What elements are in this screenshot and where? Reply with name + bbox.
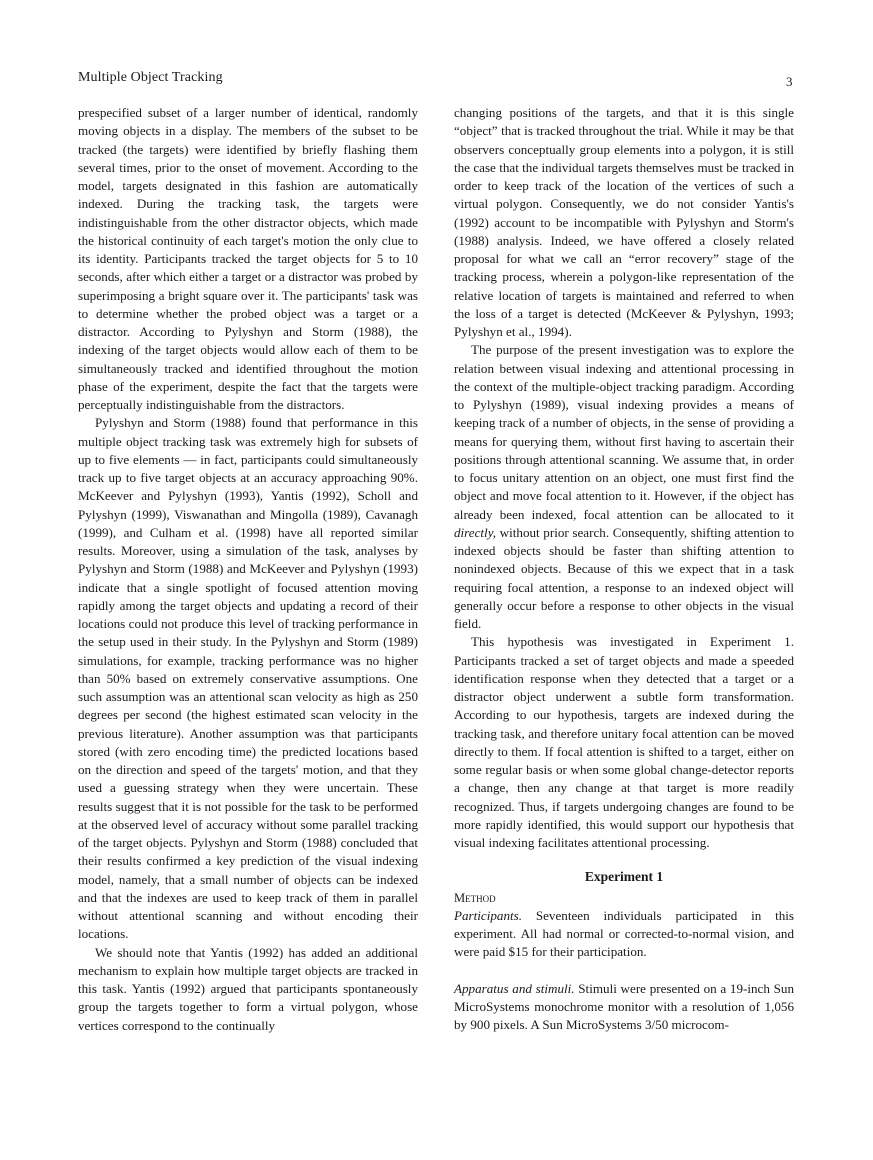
emphasis-text: directly, [454,524,497,540]
page-number: 3 [786,74,793,89]
running-head: Multiple Object Tracking [78,70,223,85]
paragraph: prespecified subset of a larger number of identical, randomly moving objects in a display. The members of the subset to be tracked (the targets) were identified by briefly flashing them several times, prior to the onset of movement. According to the model, targets designated in this fashion are automatically indexed. During the tracking task, the targets were indistinguishable from the other distractor objects, which made the historical continuity of each target's motion the only clue to its identity. Participants tracked the target objects for 5 to 10 seconds, after which either a target or a distractor was probed by superimposing a bright square over it. The participants' task was to determine whether the probed object was a target or a distractor. According to Pylyshyn and Storm (1988), the indexing of the target objects would allow each of them to be simultaneously tracked and identified throughout the motion phase of the experiment, despite the fact that the targets were perceptually indistinguishable from the distractors. [78,105,418,412]
right-column [454,104,794,1034]
paragraph-text: Stimuli were presented on a 19-inch Sun MicroSystems monochrome monitor with a resolution of 1,056 by 900 pixels. A Sun MicroSystems 3/50 microcom- [454,980,794,1032]
method-heading: Method [454,890,496,905]
run-in-heading: Apparatus and stimuli. [454,980,575,996]
paragraph: This hypothesis was investigated in Experiment 1. Participants tracked a set of target objects and made a speeded identification response when they detected that a target or a distractor object underwent a subtle form transformation. According to our hypothesis, targets are indexed during the tracking task, and therefore unitary focal attention can be moved directly to them. If focal attention is shifted to a target, either on some regular basis or when some global change-detector reports a change, then any change at that target is more readily recognized. Thus, if targets undergoing changes are found to be more rapidly identified, this would support our hypothesis that visual indexing facilitates attentional processing. [454,634,794,850]
paragraph-text: without prior search. Consequently, shifting attention to indexed objects should be faster than shifting attention to nonindexed objects. Because of this we expect that in a task requiring focal attention, a response to an indexed object will generally occur before a response to other objects in the visual field. [454,524,794,631]
paragraph: Pylyshyn and Storm (1988) found that performance in this multiple object tracking task was extremely high for subsets of up to five elements — in fact, participants could simultaneously track up to five target objects at an accuracy approaching 90%. McKeever and Pylyshyn (1993), Yantis (1992), Scholl and Pylyshyn (1999), Viswanathan and Mingolla (1989), Cavanagh (1999), and Culham et al. (1998) have all reported similar results. Moreover, using a simulation of the task, analyses by Pylyshyn and Storm (1988) and McKeever and Pylyshyn (1993) indicate that a single spotlight of focused attention moving rapidly among the target objects and updating a record of their locations could not produce this level of tracking performance in the setup used in their study. In the Pylyshyn and Storm (1989) simulations, for example, tracking performance was no higher than 50% based on extremely conservative assumptions. One such assumption was an attentional scan velocity as high as 250 degrees per second (the highest estimated scan velocity in the previous literature). Another assumption was that participants stored (with zero encoding time) the predicted locations based on the direction and speed of the targets' motion, and that they used a guessing strategy when they were uncertain. These results suggest that it is not possible for the task to be performed at the observed level of accuracy without some parallel tracking of the target objects. Pylyshyn and Storm (1988) concluded that their results confirmed a key prediction of the visual indexing model, namely, that a small number of objects can be indexed and that the indexes are used to keep track of them in parallel without attentional scanning and without encoding their locations. [78,415,418,942]
paragraph [454,341,794,633]
paragraph: changing positions of the targets, and that it is this single “object” that is tracked throughout the trial. While it may be that observers conceptually group elements into a polygon, it is still the case that the individual targets themselves must be tracked in order to keep track of the location of the vertices of such a virtual polygon. Consequently, we do not consider Yantis's (1992) account to be incompatible with Pylyshyn and Storm's (1988) analysis. Indeed, we have offered a closely related proposal for what we call an “error recovery” stage of the tracking process, wherein a polygon-like representation of the relative location of targets is maintained and referred to when the loss of a target is detected (McKeever & Pylyshyn, 1993; Pylyshyn et al., 1994). [454,105,794,339]
spacer [454,962,794,980]
left-column [78,104,418,1035]
paragraph-text: The purpose of the present investigation was to explore the relation between visual indexing and attentional processing in the context of the multiple-object tracking paradigm. According to Pylyshyn (1989), visual indexing provides a means of keeping track of a number of objects, in the sense of providing a means for querying them, without first having to ascertain their positions through attentional scanning. We assume that, in order to focus unitary attention on an object, one must first find the object and move focal attention to it. However, if the object has already been indexed, focal attention can be allocated to it [454,342,794,522]
paragraph-text: Seventeen individuals participated in this experiment. All had normal or corrected-to-normal vision, and were paid $15 for their participation. [454,907,794,960]
apparatus-paragraph [454,980,794,1035]
section-title: Experiment 1 [584,869,664,885]
run-in-heading: Participants. [454,907,523,923]
participants-paragraph [454,907,794,962]
paragraph: We should note that Yantis (1992) has added an additional mechanism to explain how multiple target objects are tracked in this task. Yantis (1992) argued that participants spontaneously group the targets together to form a virtual polygon, whose vertices correspond to the continually [78,944,418,1033]
